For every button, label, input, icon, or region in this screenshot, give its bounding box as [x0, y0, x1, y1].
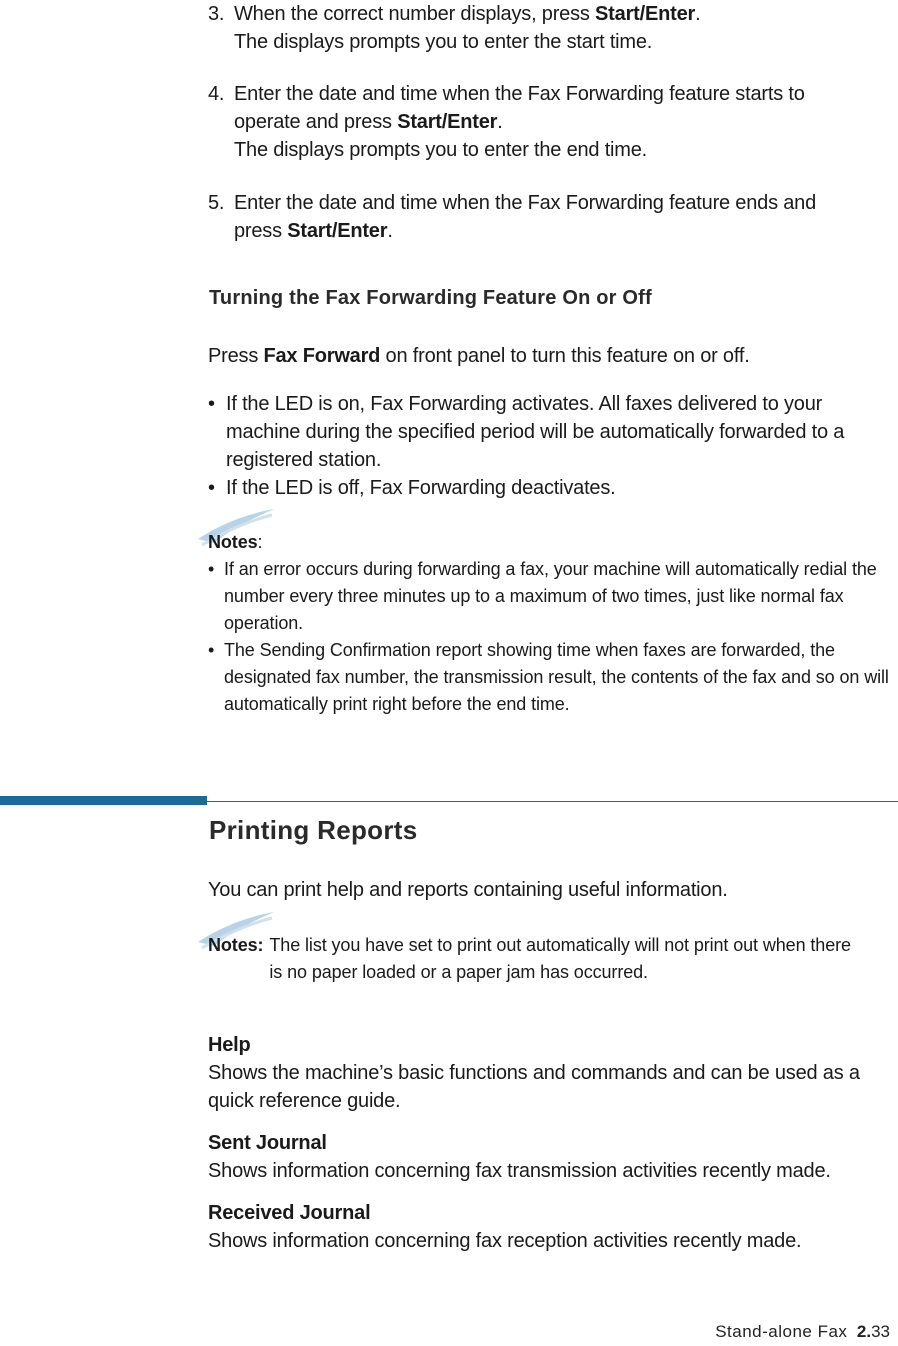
notes-label: Notes: [208, 532, 258, 552]
bullet-icon: •: [208, 559, 215, 579]
bullet-icon: •: [208, 393, 215, 415]
step-result: The displays prompts you to enter the start time.: [234, 31, 653, 53]
notes-text: The list you have set to print out automatically will not print out when there is no paper loaded or a paper jam has occurred.: [269, 935, 851, 982]
report-sent-journal: [208, 1129, 898, 1185]
page-footer: [715, 1322, 890, 1342]
step-text: Enter the date and time when the Fax Forwarding feature starts to operate and press: [234, 83, 805, 133]
report-received-journal: [208, 1199, 898, 1255]
report-description: Shows information concerning fax reception activities recently made.: [208, 1230, 802, 1252]
section-rule-accent: [0, 796, 207, 805]
report-description: Shows information concerning fax transmission activities recently made.: [208, 1160, 831, 1182]
step-text: When the correct number displays, press: [234, 3, 596, 25]
report-title: Help: [208, 1034, 251, 1056]
section-heading-fax-forwarding-toggle: Turning the Fax Forwarding Feature On or Off: [209, 287, 652, 309]
key-name: Start/Enter: [287, 220, 388, 242]
step-text: Enter the date and time when the Fax Forwarding feature ends and press: [234, 192, 817, 242]
list-item: [208, 474, 898, 502]
list-item-text: If the LED is on, Fax Forwarding activates. All faxes delivered to your machine during the specified period will be automatically forwarded to a registered station.: [226, 393, 845, 471]
step-text-end: .: [387, 220, 393, 242]
page-number: 33: [871, 1322, 890, 1341]
report-title: Sent Journal: [208, 1132, 327, 1154]
section-rule: [207, 801, 898, 802]
key-name: Fax Forward: [263, 345, 381, 367]
step-result: The displays prompts you to enter the end time.: [234, 139, 648, 161]
press-text: Press: [208, 345, 264, 367]
step-5: [208, 189, 868, 245]
page-chapter: 2.: [856, 1322, 872, 1341]
step-number: 3.: [208, 3, 225, 25]
key-name: Start/Enter: [397, 111, 498, 133]
notes-list: [208, 556, 898, 718]
step-3: [208, 0, 888, 56]
report-help: [208, 1031, 898, 1115]
step-text-end: .: [695, 3, 701, 25]
report-description: Shows the machine’s basic functions and commands and can be used as a quick reference guide.: [208, 1062, 860, 1112]
notes-label: Notes:: [208, 935, 264, 955]
notes-colon: :: [257, 532, 263, 552]
step-text-end: .: [497, 111, 503, 133]
step-number: 5.: [208, 192, 225, 214]
footer-section-name: Stand-alone Fax: [715, 1322, 848, 1341]
bullet-icon: •: [208, 640, 215, 660]
list-item: [208, 637, 898, 718]
step-number: 4.: [208, 83, 225, 105]
key-name: Start/Enter: [595, 3, 696, 25]
section-heading-printing-reports: Printing Reports: [209, 815, 418, 845]
printing-notes: [208, 932, 868, 986]
report-title: Received Journal: [208, 1202, 371, 1224]
led-bullet-list: [208, 390, 898, 502]
press-text-end: on front panel to turn this feature on or off.: [380, 345, 750, 367]
printing-intro: You can print help and reports containing useful information.: [208, 879, 728, 901]
step-4: [208, 80, 868, 164]
list-item: [208, 556, 898, 637]
bullet-icon: •: [208, 477, 215, 499]
list-item-text: If the LED is off, Fax Forwarding deactivates.: [226, 477, 616, 499]
press-instruction: [208, 342, 898, 370]
list-item: [208, 390, 898, 474]
list-item-text: If an error occurs during forwarding a fax, your machine will automatically redial the number every three minutes up to a maximum of two times, just like normal fax operation.: [224, 559, 877, 633]
notes-block: [208, 529, 898, 556]
list-item-text: The Sending Confirmation report showing time when faxes are forwarded, the designated fax number, the transmission result, the contents of the fax and so on will automatically print right before the end time.: [224, 640, 889, 714]
